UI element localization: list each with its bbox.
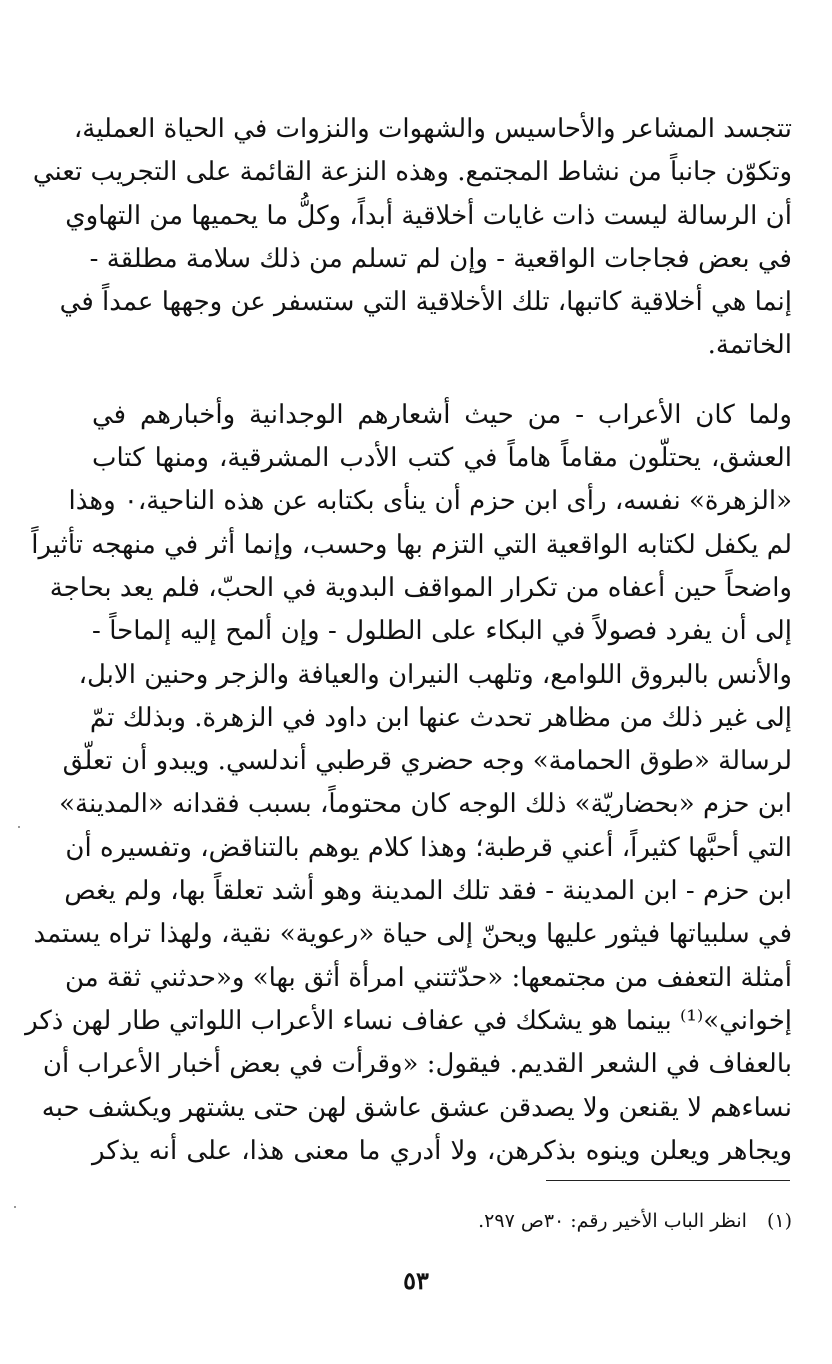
text-line: في بعض فجاجات الواقعية - وإن لم تسلم من ذلك سلامة مطلقة - (89, 243, 792, 274)
text-line: إخواني»⁽¹⁾ بينما هو يشكك في عفاف نساء الأعراب اللواتي طار لهن ذكر (25, 1005, 792, 1036)
text-line: ويجاهر ويعلن وينوه بذكرهن، ولا أدري ما معنى هذا، على أنه يذكر (92, 1135, 792, 1166)
paragraph-gap (92, 368, 792, 394)
text-line: والأنس بالبروق اللوامع، وتلهب النيران والعيافة والزجر وحنين الابل، (78, 659, 792, 690)
text-line: «الزهرة» نفسه، رأى ابن حزم أن ينأى بكتابه عن هذه الناحية،٠ وهذا (68, 486, 792, 517)
text-line: تتجسد المشاعر والأحاسيس والشهوات والنزوات في الحياة العملية، (73, 114, 792, 144)
text-line: وتكوّن جانباً من نشاط المجتمع. وهذه النزعة القائمة على التجريب تعني (32, 157, 792, 188)
paragraph-2 (25, 394, 792, 1173)
text-line: أمثلة التعفف من مجتمعها: «حدّثتني امرأة أثق بها» و«حدثني ثقة من (64, 962, 792, 993)
text-line: واضحاً حين أعفاه من تكرار المواقف البدوية في الحبّ، فلم يعد بحاجة (49, 572, 792, 603)
scan-speck (14, 1206, 16, 1208)
paragraph-1 (32, 108, 792, 368)
scan-speck (18, 826, 20, 828)
text-line: في سلبياتها فيثور عليها ويحنّ إلى حياة «رعوية» نقية، ولهذا تراه يستمد (33, 919, 792, 950)
text-line: إنما هي أخلاقية كاتبها، تلك الأخلاقية التي ستسفر عن وجهها عمداً في (59, 287, 792, 318)
text-line: لرسالة «طوق الحمامة» وجه حضري قرطبي أندلسي. ويبدو أن تعلّق (62, 746, 792, 777)
footnote-text: انظر الباب الأخير رقم: ٣٠ص ٢٩٧. (478, 1210, 747, 1232)
page-number: ٥٣ (403, 1266, 429, 1295)
footnote-number: (١) (766, 1210, 792, 1232)
text-line: إلى أن يفرد فصولاً في البكاء على الطلول - وإن ألمح إليه إلماحاً - (92, 616, 792, 647)
text-line: إلى غير ذلك من مظاهر تحدث عنها ابن داود في الزهرة. وبذلك تمّ (89, 702, 792, 733)
text-line: لم يكفل لكتابه الواقعية التي التزم بها وحسب، وإنما أثر في منهجه تأثيراً (31, 529, 792, 560)
text-line: ابن حزم - ابن المدينة - فقد تلك المدينة وهو أشد تعلقاً بها، ولم يغص (64, 876, 792, 907)
body-text (25, 108, 792, 1173)
text-line: ابن حزم «بحضاريّة» ذلك الوجه كان محتوماً، بسبب فقدانه «المدينة» (59, 789, 792, 820)
text-line: بالعفاف في الشعر القديم. فيقول: «وقرأت في بعض أخبار الأعراب أن (42, 1049, 792, 1080)
text-line: العشق، يحتلّون مقاماً هاماً في كتب الأدب المشرقية، ومنها كتاب (92, 443, 792, 474)
footnote (300, 1206, 792, 1236)
text-line: التي أحبَّها كثيراً، أعني قرطبة؛ وهذا كلام يوهم بالتناقض، وتفسيره أن (65, 832, 792, 863)
text-line: ولما كان الأعراب - من حيث أشعارهم الوجدانية وأخبارهم في (92, 399, 792, 430)
text-line: نساءهم لا يقنعن ولا يصدقن عشق عاشق لهن حتى يشتهر ويكشف حبه (41, 1092, 792, 1123)
footnote-divider (546, 1180, 790, 1181)
text-line: الخاتمة. (707, 330, 792, 361)
text-line: أن الرسالة ليست ذات غايات أخلاقية‏ أبداً، وكلُّ ما يحميها من التهاوي (65, 200, 792, 231)
